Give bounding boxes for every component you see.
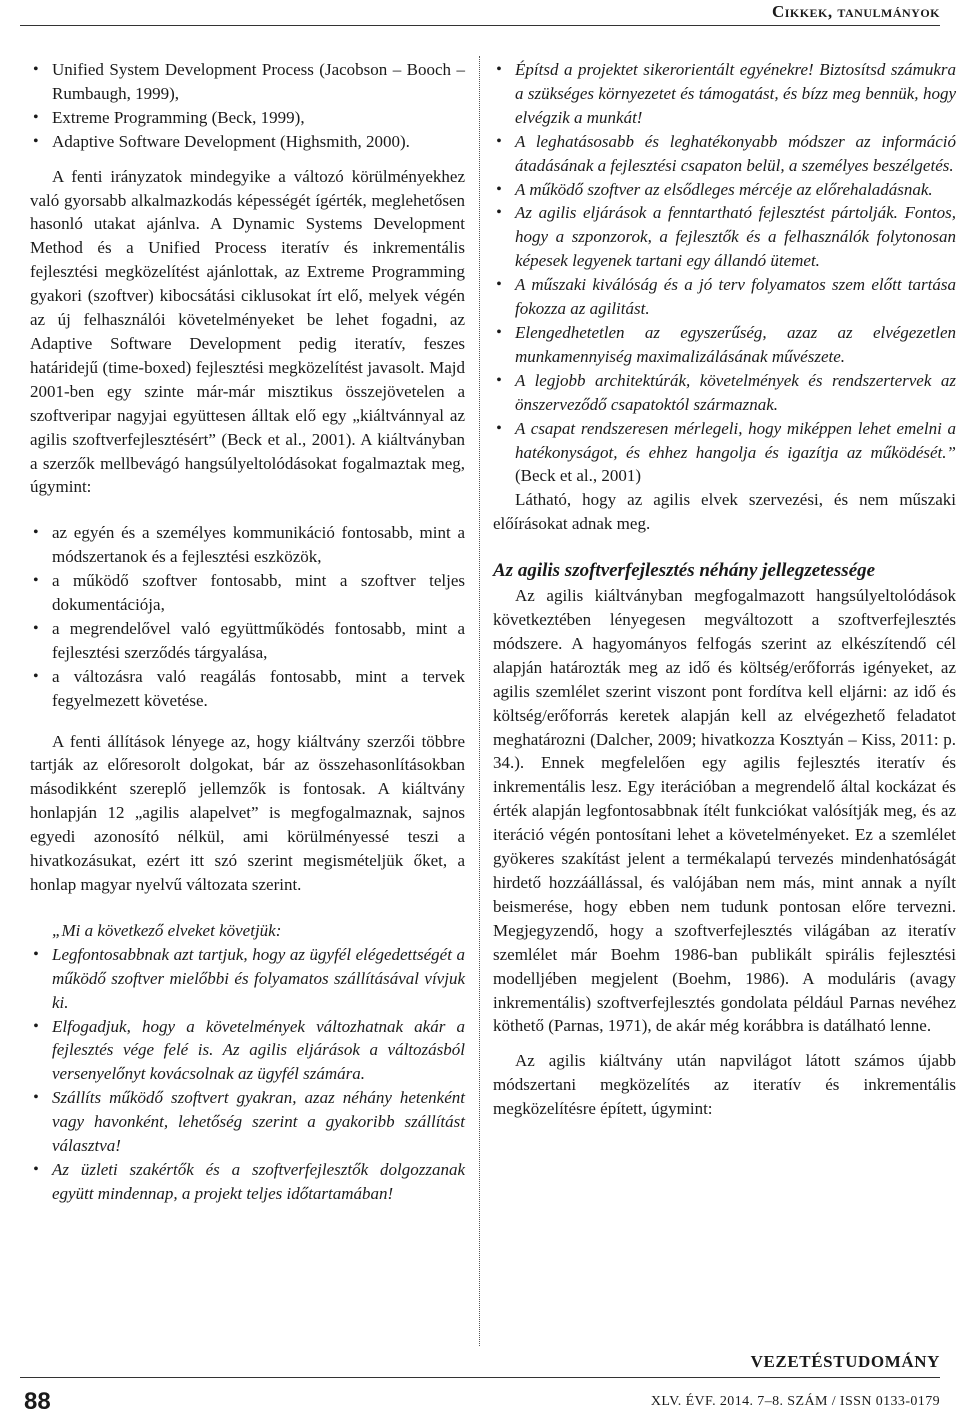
left-column [30,58,465,1206]
header-rule [20,25,940,26]
list-item: • Az üzleti szakértők és a szoftverfejlesztők dolgozzanak együtt mindennap, a projekt teljes időtartamában! [30,1158,465,1206]
list-item: • A műszaki kiválóság és a jó terv folyamatos szem előtt tartása fokozza az agilitást. [493,273,956,321]
list-item: • az egyén és a személyes kommunikáció fontosabb, mint a módszertanok és a fejlesztési eszközök, [30,521,465,569]
list-item: • Extreme Programming (Beck, 1999), [30,106,465,130]
list-item: • Legfontosabbnak azt tartjuk, hogy az ügyfél elégedettségét a működő szoftver mielőbbi és folyamatos szállításával vívjuk ki. [30,943,465,1015]
section-title: Cikkek, tanulmányok [771,2,940,21]
column-divider [479,56,480,1346]
body-paragraph: A fenti állítások lényege az, hogy kiáltvány szerzői többre tartják az előresorolt dolgokat, bár az összehasonlításokban másodikként szereplő jellemzők is fontosak. A kiáltvány honlapján 12 „agilis alapelvet” is megfogalmaznak, sajnos egyedi azonosító nélkül, ami körülményessé teszi a hivatkozásukat, ezért itt szó szerint megismételjük őket, a honlap magyar nyelvű változata szerint. [30,731,465,894]
list-item: • A legjobb architektúrák, követelmények és rendszertervek az önszerveződő csapatoktól származnak. [493,369,956,417]
journal-name: VEZETÉSTUDOMÁNY [750,1352,940,1371]
list-item: • a megrendelővel való együttműködés fontosabb, mint a fejlesztési szerződés tárgyalása, [30,617,465,665]
principles-list-continued [493,58,956,488]
body-paragraph: Látható, hogy az agilis elvek szervezési, és nem műszaki előírásokat adnak meg. [493,490,956,534]
page-header [0,0,960,40]
issue-info: XLV. ÉVF. 2014. 7–8. SZÁM / ISSN 0133-0179 [650,1394,940,1409]
principles-list [30,943,465,1206]
list-item: • A leghatásosabb és leghatékonyabb módszer az információ átadásának a fejlesztési csapaton belül, a személyes beszélgetés. [493,130,956,178]
citation: (Beck et al., 2001) [515,466,642,486]
list-item: • Unified System Development Process (Jacobson – Booch – Rumbaugh, 1999), [30,58,465,106]
list-item: • Elengedhetetlen az egyszerűség, azaz az elvégezetlen munkamennyiség maximalizálásának művészete. [493,321,956,369]
list-item: • Építsd a projektet sikerorientált egyénekre! Biztosítsd számukra a szükséges környezetet és támogatást, és bízz meg bennük, hogy elvégzik a munkát! [493,58,956,130]
right-column [493,58,956,1121]
manifesto-values-list [30,521,465,712]
body-paragraph: A fenti irányzatok mindegyike a változó körülményekhez való gyorsabb alkalmazkodás képességét ígérték, meglehetősen hasonló utakat ajánlva. A Dynamic Systems Development Method és a Unified Process iteratív és inkrementális fejlesztési megközelítést ajánlottak, az Extreme Programming gyakori (szoftver) kibocsátási ciklusokat írt elő, melyek végén az új felhasználói követelményeket be lehet fogadni, az Adaptive Software Development pedig iteratív, feszes határidejű (time-boxed) fejlesztési megközelítést javasolt. Majd 2001-ben egy szinte már-már misztikus összejövetelen a szoftveripar nagyjai együttesen álltak elő egy „kiáltvánnyal az agilis szoftverfejlesztésért” (Beck et al., 2001). A kiáltványban a szerzők mellbevágó hangsúlyeltolódásokat fogalmaztak meg, úgymint: [30,166,465,497]
list-item [493,417,956,489]
body-paragraph: Az agilis kiáltvány után napvilágot látott számos újabb módszertani megközelítés az iteratív és inkrementális megközelítésre épített, úgymint: [493,1051,956,1119]
list-item: • a működő szoftver fontosabb, mint a szoftver teljes dokumentációja, [30,569,465,617]
methods-list [30,58,465,154]
list-item: • Szállíts működő szoftvert gyakran, azaz néhány hetenként vagy havonként, lehetőség szerint a gyakoribb szállítást választva! [30,1086,465,1158]
list-item: • Az agilis eljárások a fenntartható fejlesztést pártolják. Fontos, hogy a szponzorok, a fejlesztők és a felhasználók folytonosan képesek legyenek tartani egy állandó ütemet. [493,201,956,273]
body-paragraph: Az agilis kiáltványban megfogalmazott hangsúlyeltolódások következtében lényegesen megváltozott a szoftverfejlesztés módszere. A hagyományos felfogás szerint az elkészítendő cél alapján határozták meg az idő és költség/erőforrás igényeket, az agilis szemlélet szerint viszont pont fordítva kell eljárni: az idő és költség/erőforrás keretek alapján kell az elvégezhető feladatot meghatározni (Dalcher, 2009; hivatkozza Kosztyán – Kiss, 2011: p. 34.). Ennek megfelelően egy agilis fejlesztés iteratív és inkrementális lesz. Egy iterációban a megrendelő által kockázat és érték alapján legfontosabbnak ítélt funkciókat valósítják meg, és az iteráció végén pontosítani lehet a követelményeket. Ez a szemlélet gyökeres szakítást jelent a termékalapú tervezés mindenhatóságát hirdető hozzáállással, és valójában nem más, mint annak a nyílt beismerése, hogy ebben nem tudunk pontosan előre tervezni. Megjegyzendő, hogy a szoftverfejlesztés világában az iteratív szemlélet már Boehm 1986-ban publikált spirális fejlesztési modelljében megjelent (Boehm, 1986). A moduláris (avagy inkrementális) szoftverfejlesztés gondolata például Parnas nevéhez köthető (Parnas, 1971), de akár még korábbra is datálható lenne. [493,586,956,1036]
list-item: • a változásra való reagálás fontosabb, mint a tervek fegyelmezett követése. [30,665,465,713]
last-principle-text: A csapat rendszeresen mérlegeli, hogy miképpen lehet emelni a hatékonyságot, és ehhez hangolja és igazítja az működését.” [515,418,956,462]
quote-intro: „Mi a következő elveket követjük: [52,920,282,940]
list-item: • A működő szoftver az elsődleges mércéje az előrehaladásnak. [493,178,956,202]
page-number: 88 [24,1388,51,1415]
section-heading: Az agilis szoftverfejlesztés néhány jellegzetessége [493,560,876,582]
footer-rule [20,1377,940,1378]
list-item: • Adaptive Software Development (Highsmith, 2000). [30,130,465,154]
list-item: • Elfogadjuk, hogy a követelmények változhatnak akár a fejlesztés vége felé is. Az agilis eljárások a változásból versenyelőnyt kovácsolnak az ügyfél számára. [30,1015,465,1087]
